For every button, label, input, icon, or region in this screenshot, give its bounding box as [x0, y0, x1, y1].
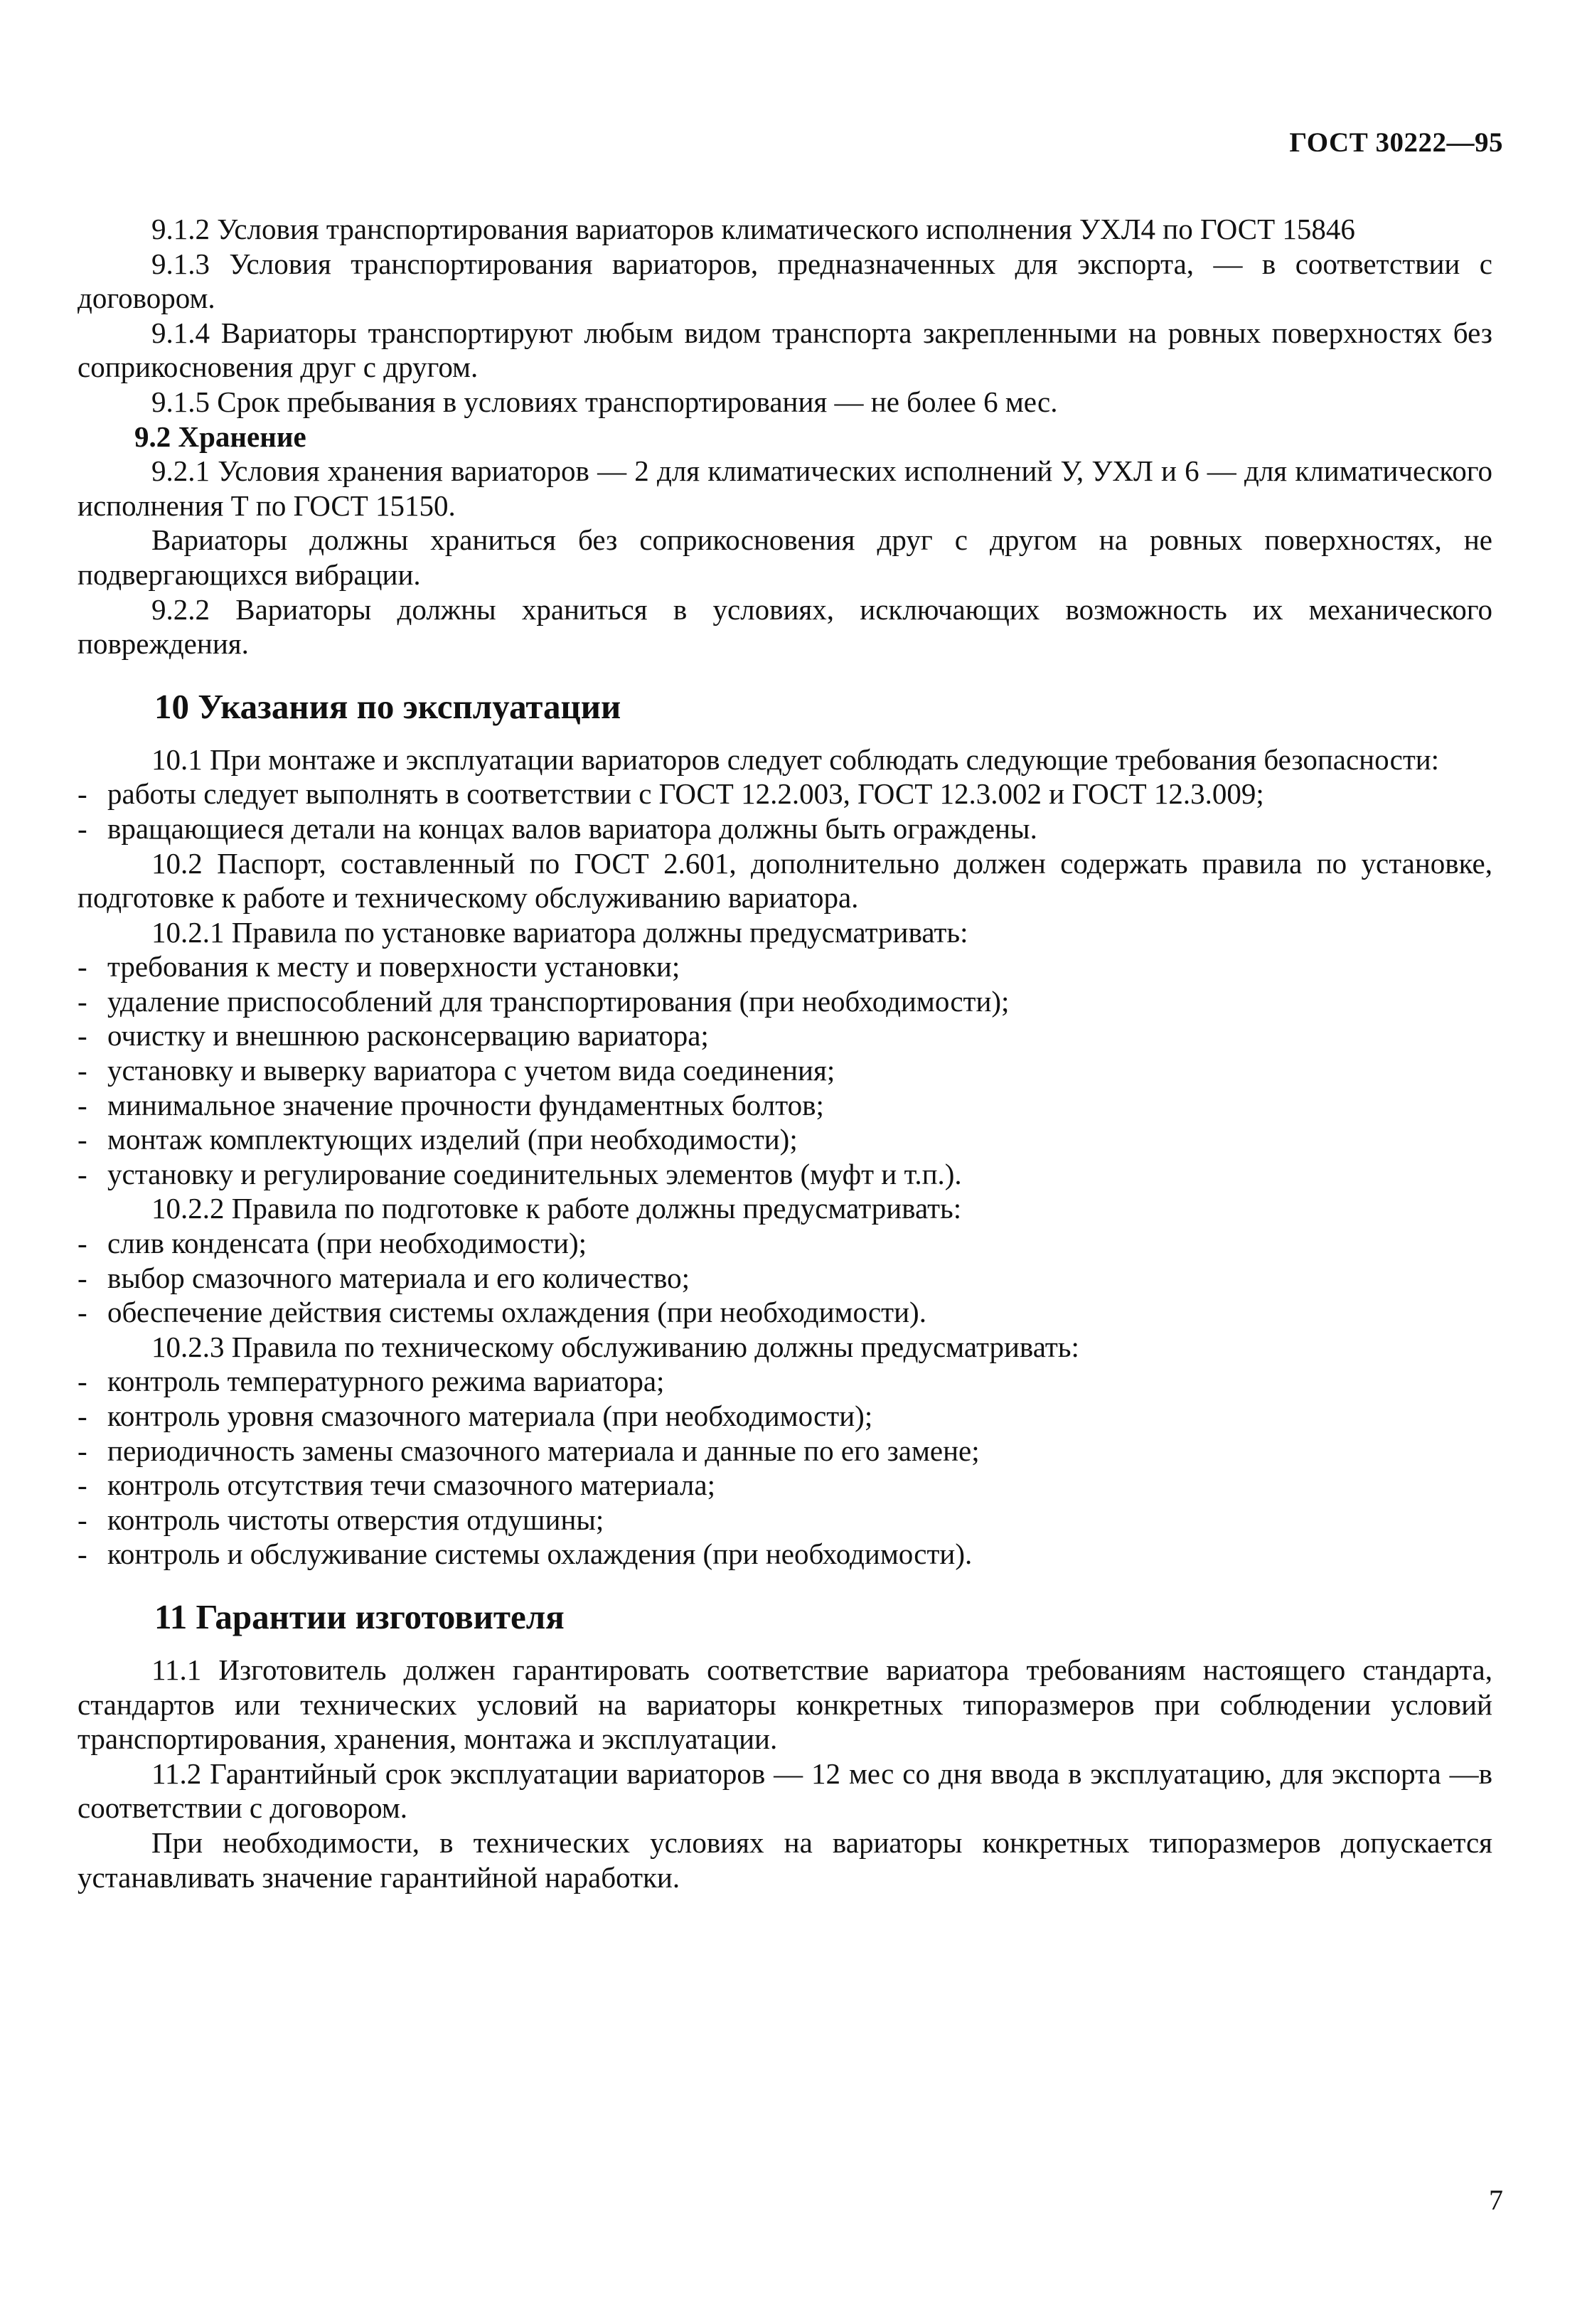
list-item: - периодичность замены смазочного материала и данные по его замене; [78, 1434, 980, 1467]
page-number: 7 [1489, 2184, 1503, 2216]
document-code-header: ГОСТ 30222—95 [1289, 127, 1503, 158]
list-item: - работы следует выполнять в соответствии с ГОСТ 12.2.003, ГОСТ 12.3.002 и ГОСТ 12.3.009; [78, 777, 1264, 811]
list-item: - контроль и обслуживание системы охлаждения (при необходимости). [78, 1537, 973, 1571]
paragraph-10-2-1: 10.2.1 Правила по установке вариатора должны предусматривать: [151, 915, 968, 949]
list-item: - удаление приспособлений для транспортирования (при необходимости); [78, 984, 1010, 1018]
list-item: - контроль отсутствия течи смазочного материала; [78, 1469, 715, 1502]
list-item: - выбор смазочного материала и его количество; [78, 1261, 690, 1294]
paragraph-10-2-2: 10.2.2 Правила по подготовке к работе должны предусматривать: [151, 1192, 962, 1225]
paragraph-10-2-3: 10.2.3 Правила по техническому обслуживанию должны предусматривать: [151, 1330, 1079, 1363]
list-item: - установку и регулирование соединительных элементов (муфт и т.п.). [78, 1157, 962, 1190]
paragraph-9-2-1-continued: Вариаторы должны храниться без соприкосновения друг с другом на ровных поверхностях, не подвергающихся вибрации. [78, 523, 1492, 591]
list-10-2-2 [78, 1226, 1492, 1330]
paragraph-11-2-continued: При необходимости, в технических условиях на вариаторы конкретных типоразмеров допускается устанавливать значение гарантийной наработки. [78, 1825, 1492, 1894]
list-item: - обеспечение действия системы охлаждения (при необходимости). [78, 1296, 926, 1329]
paragraph-9-1-3: 9.1.3 Условия транспортирования вариаторов, предназначенных для экспорта, — в соответствии с договором. [78, 247, 1492, 315]
paragraph-9-2-1: 9.2.1 Условия хранения вариаторов — 2 для климатических исполнений У, УХЛ и 6 — для климатического исполнения Т по ГОСТ 15150. [78, 454, 1492, 522]
subheading-9-2: 9.2 Хранение [134, 420, 306, 453]
list-item: - установку и выверку вариатора с учетом вида соединения; [78, 1054, 835, 1087]
paragraph-10-2: 10.2 Паспорт, составленный по ГОСТ 2.601, дополнительно должен содержать правила по установке, подготовке к работе и техническому обслуживанию вариатора. [78, 846, 1492, 915]
paragraph-9-1-2: 9.1.2 Условия транспортирования вариаторов климатического исполнения УХЛ4 по ГОСТ 15846 [151, 213, 1355, 245]
list-item: - контроль температурного режима вариатора; [78, 1365, 665, 1398]
list-item: - монтаж комплектующих изделий (при необходимости); [78, 1123, 798, 1156]
list-item: - контроль уровня смазочного материала (при необходимости); [78, 1400, 873, 1432]
list-item: - контроль чистоты отверстия отдушины; [78, 1503, 604, 1536]
section-11-heading: 11 Гарантии изготовителя [154, 1597, 565, 1636]
paragraph-9-1-4: 9.1.4 Вариаторы транспортируют любым видом транспорта закрепленными на ровных поверхностях без соприкосновения друг с другом. [78, 316, 1492, 384]
page-content [78, 212, 1492, 1894]
list-item: - слив конденсата (при необходимости); [78, 1227, 587, 1260]
list-10-2-1 [78, 949, 1492, 1191]
list-item: - вращающиеся детали на концах валов вариатора должны быть ограждены. [78, 811, 1037, 845]
paragraph-9-1-5: 9.1.5 Срок пребывания в условиях транспортирования — не более 6 мес. [151, 385, 1058, 418]
list-10-1 [78, 777, 1492, 846]
list-item: - минимальное значение прочности фундаментных болтов; [78, 1088, 824, 1121]
paragraph-11-1: 11.1 Изготовитель должен гарантировать соответствие вариатора требованиям настоящего стандарта, стандартов или технических условий на вариаторы конкретных типоразмеров при соблюдении условий транспортирования, хранения, монтажа и эксплуатации. [78, 1653, 1492, 1756]
list-item: - очистку и внешнюю расконсервацию вариатора; [78, 1019, 709, 1052]
list-10-2-3 [78, 1364, 1492, 1572]
paragraph-11-2: 11.2 Гарантийный срок эксплуатации вариаторов — 12 мес со дня ввода в эксплуатацию, для экспорта —в соответствии с договором. [78, 1757, 1492, 1825]
paragraph-9-2-2: 9.2.2 Вариаторы должны храниться в условиях, исключающих возможность их механического повреждения. [78, 592, 1492, 661]
paragraph-10-1: 10.1 При монтаже и эксплуатации вариаторов следует соблюдать следующие требования безопасности: [151, 742, 1440, 776]
list-item: - требования к месту и поверхности установки; [78, 950, 680, 984]
section-10-heading: 10 Указания по эксплуатации [154, 686, 621, 726]
